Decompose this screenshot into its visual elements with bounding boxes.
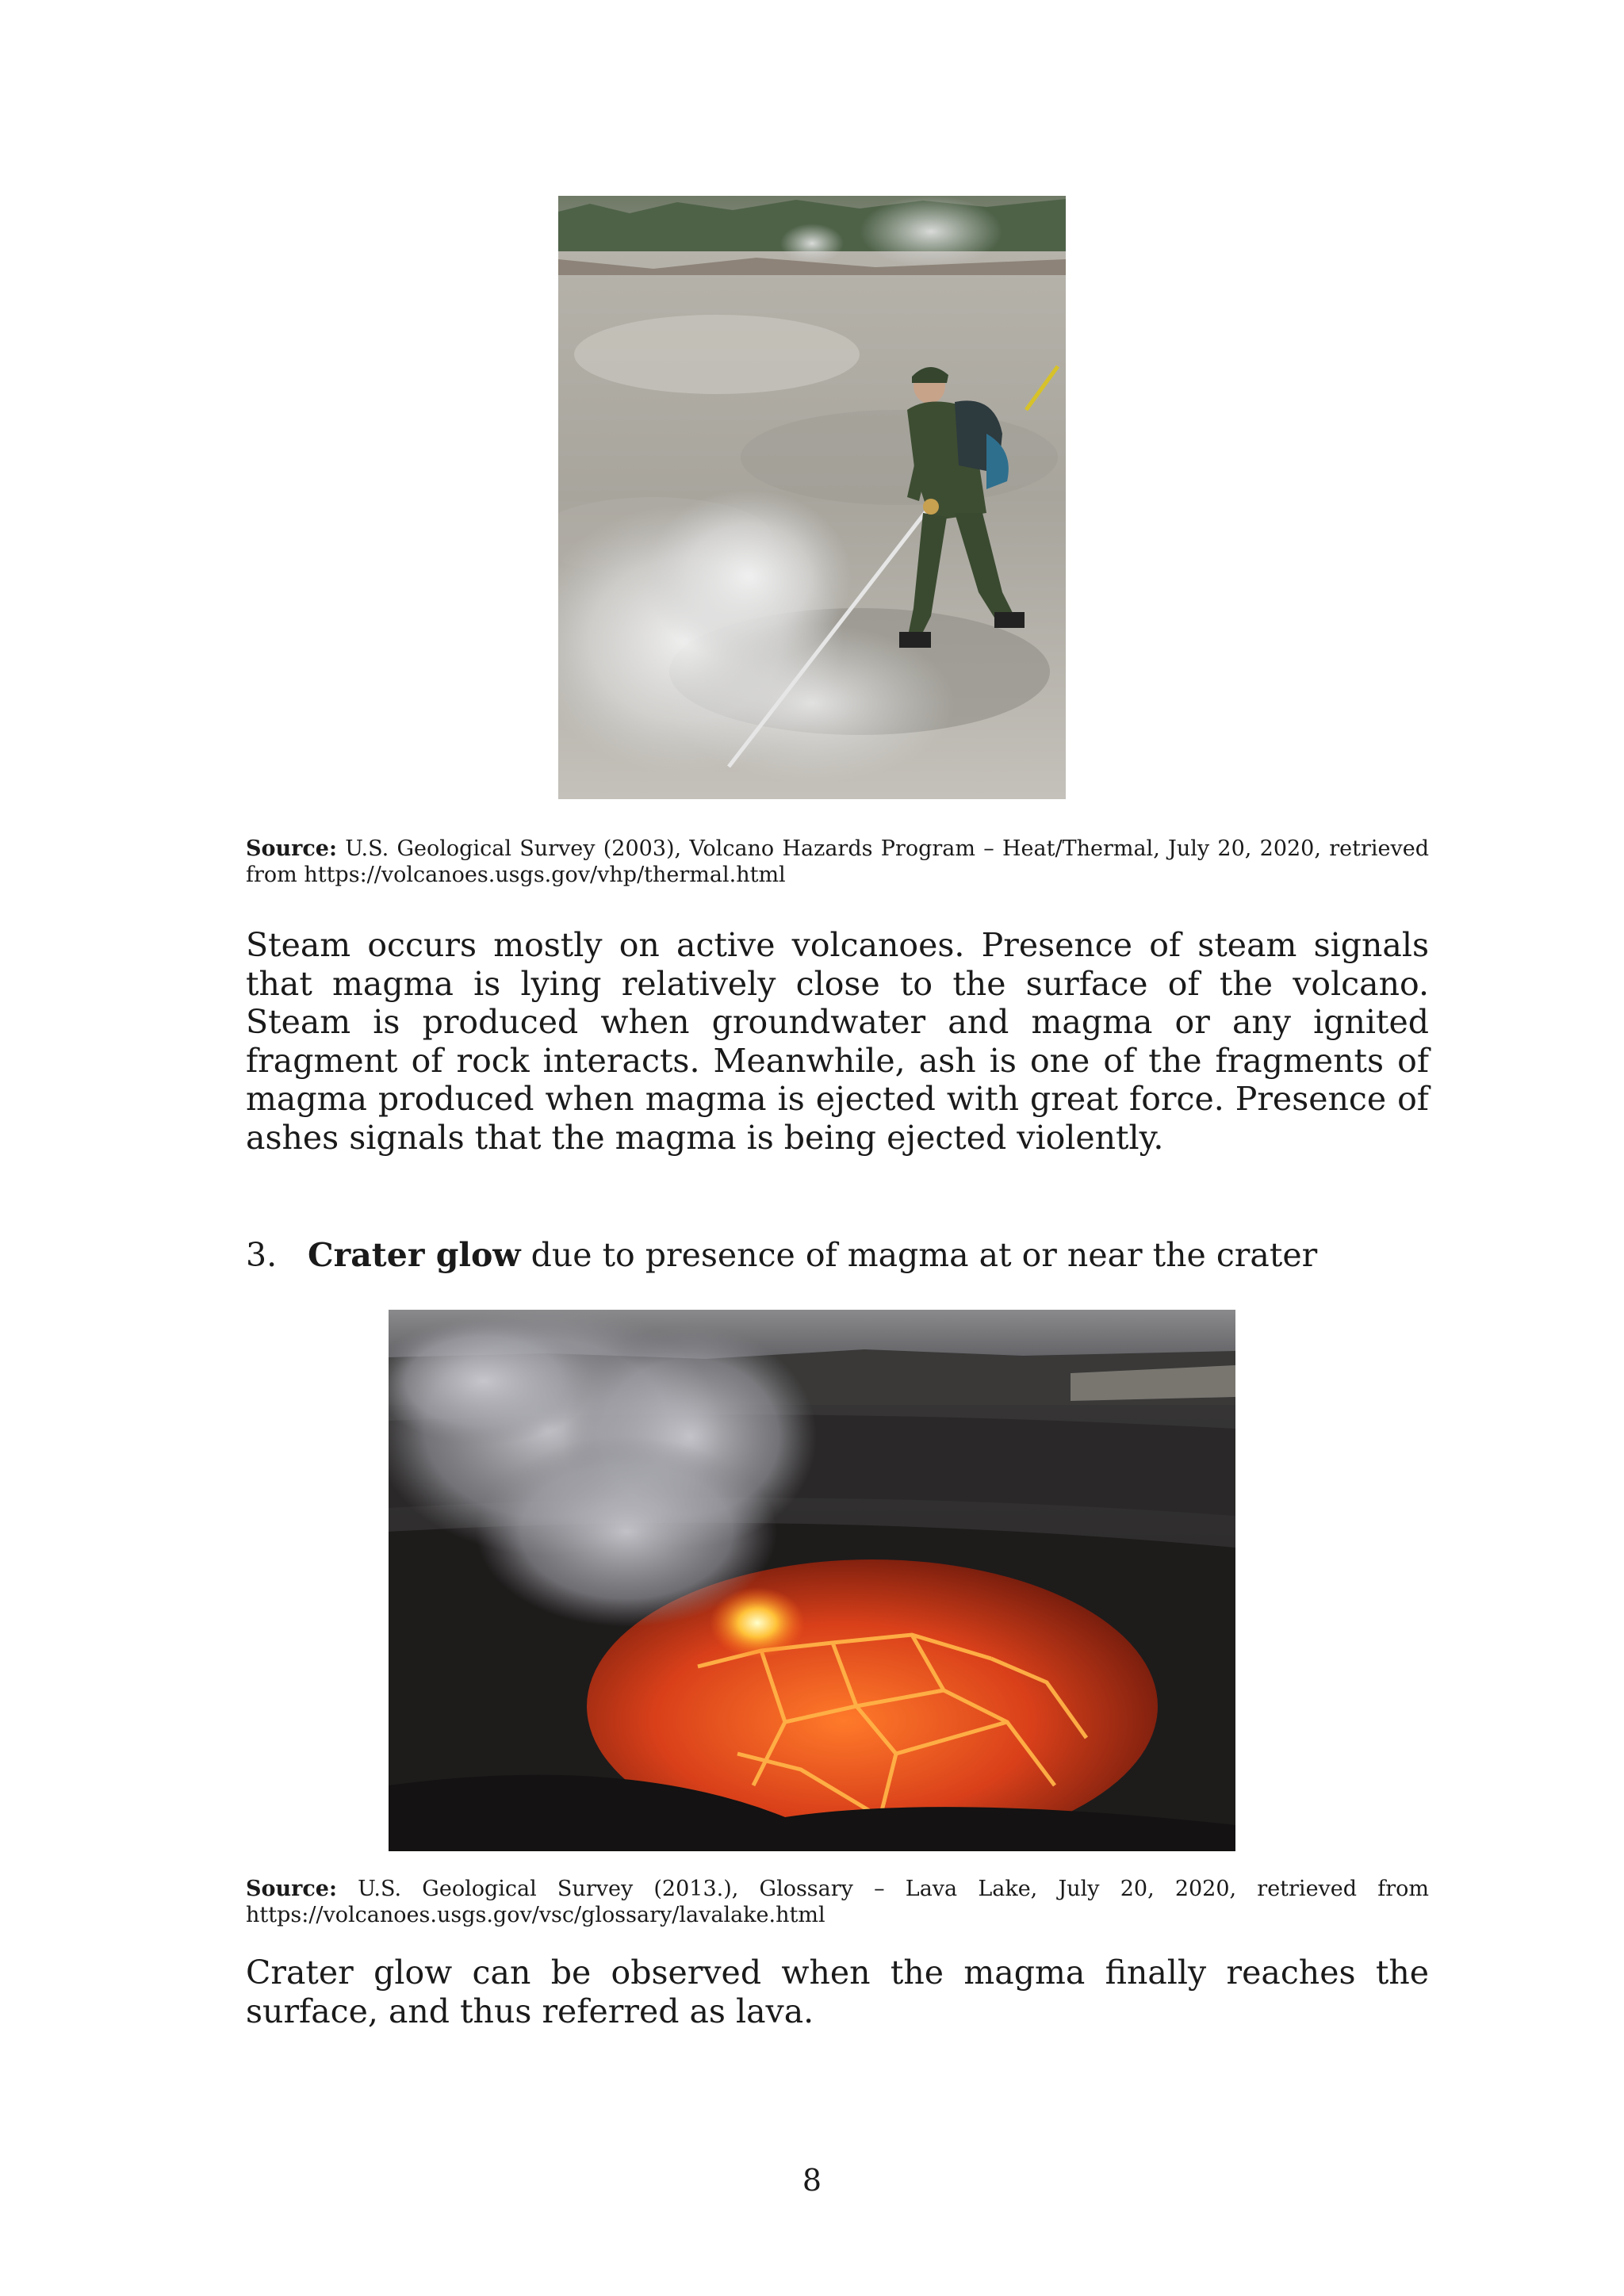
list-item-crater-glow: [246, 1235, 1429, 1275]
body-paragraph-steam: Steam occurs mostly on active volcanoes. Presence of steam signals that magma is lying relatively close to the surface of the volcano. Steam is produced when groundwater and magma or any ignited fragment of rock interacts. Meanwhile, ash is one of the fragments of magma produced when magma is ejected with great force. Presence of ashes signals that the magma is being ejected violently.: [246, 926, 1429, 1157]
source-text: U.S. Geological Survey (2003), Volcano Hazards Program – Heat/Thermal, July 20, 2020, retrieved from https://volcanoes.usgs.gov/vhp/thermal.html: [246, 836, 1429, 887]
body-paragraph-crater-glow: Crater glow can be observed when the magma finally reaches the surface, and thus referred as lava.: [246, 1954, 1429, 2030]
lava-lake-image: [389, 1310, 1235, 1851]
source-label: Source:: [246, 1877, 337, 1901]
thermal-field-image: [558, 196, 1066, 799]
page-number: 8: [802, 2163, 822, 2198]
source-label: Source:: [246, 836, 337, 861]
lava-lake-photo: [389, 1310, 1235, 1851]
list-number: 3.: [246, 1236, 278, 1274]
list-term: Crater glow: [308, 1236, 521, 1274]
thermal-field-photo: [558, 196, 1066, 799]
figure-source-caption-1: [246, 836, 1429, 888]
list-item-text: due to presence of magma at or near the crater: [520, 1236, 1318, 1274]
figure-source-caption-2: [246, 1876, 1429, 1928]
source-text: U.S. Geological Survey (2013.), Glossary – Lava Lake, July 20, 2020, retrieved from https://volcanoes.usgs.gov/vsc/glossary/lavalake.html: [246, 1877, 1429, 1927]
